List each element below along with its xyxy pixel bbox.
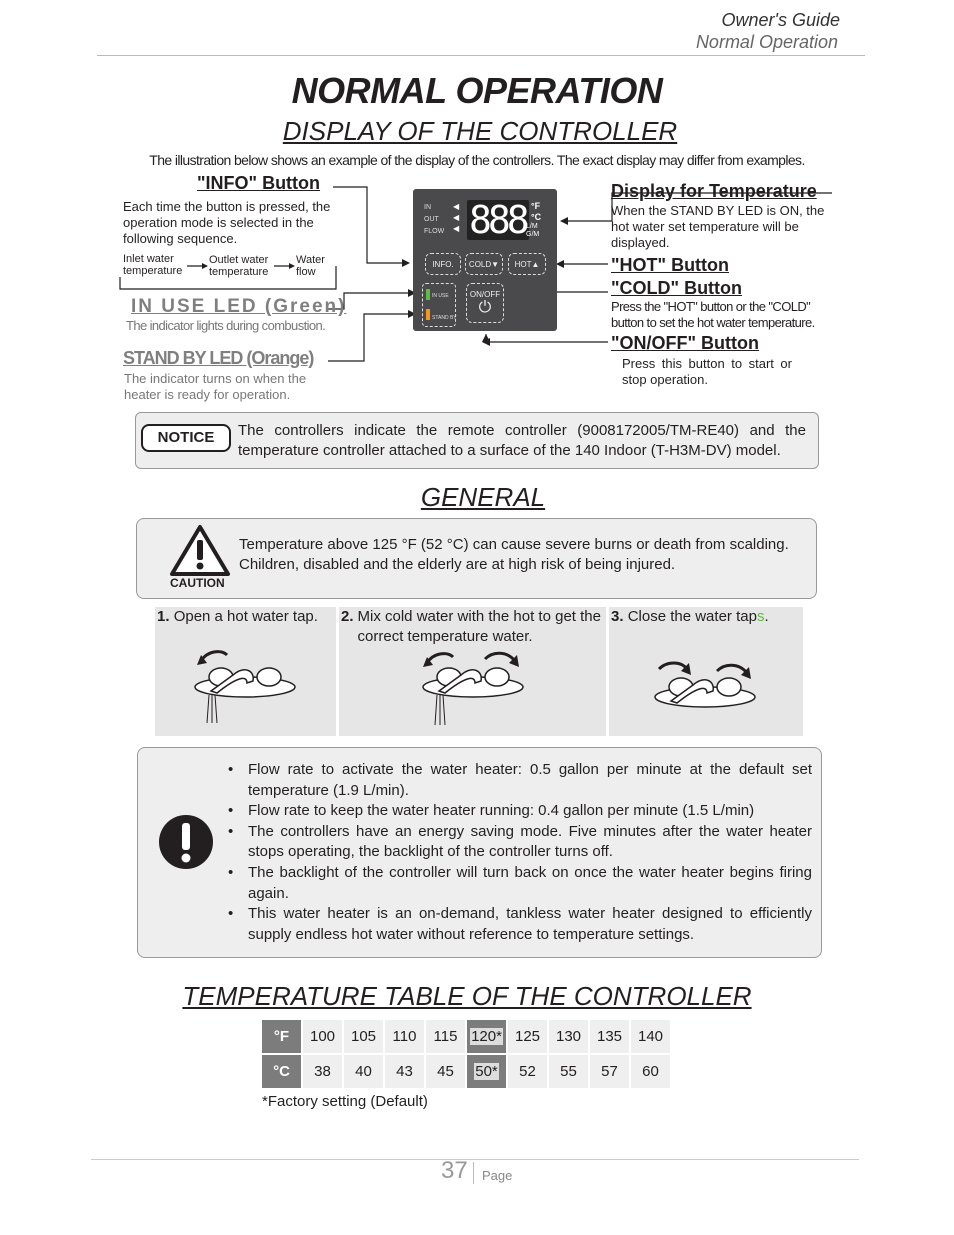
step-3-tail: s bbox=[756, 608, 765, 625]
bullet-item: • Flow rate to keep the water heater running: 0.4 gallon per minute (1.5 L/min) bbox=[228, 801, 812, 822]
table-cell: 60 bbox=[631, 1055, 670, 1088]
controller-illustration bbox=[413, 189, 557, 331]
step-1 bbox=[155, 607, 336, 736]
table-cell: 135 bbox=[590, 1020, 629, 1053]
section-title-temp-table: TEMPERATURE TABLE OF THE CONTROLLER bbox=[182, 981, 752, 1011]
bullet-item: • The controllers have an energy saving mode. Five minutes after the water heater stops operating, the backlight of the controller turns off. bbox=[228, 822, 812, 863]
stand-by-led bbox=[426, 309, 430, 320]
cold-button-label: "COLD" Button bbox=[611, 278, 743, 298]
stand-by-led-label: STAND BY LED (Orange) bbox=[123, 348, 314, 368]
table-cell: 55 bbox=[549, 1055, 588, 1088]
cold-button[interactable]: COLD▼ bbox=[465, 253, 503, 275]
info-button-label: "INFO" Button bbox=[197, 173, 321, 193]
caution-text: Temperature above 125 °F (52 °C) can cause severe burns or death from scalding. Children, disabled and the elderly are at high risk of being injured. bbox=[239, 536, 789, 573]
general-bullets bbox=[228, 760, 812, 945]
factory-footnote: *Factory setting (Default) bbox=[262, 1093, 428, 1110]
display-temp-label: Display for Temperature bbox=[611, 181, 817, 201]
in-use-text: IN USE bbox=[432, 293, 449, 299]
stand-by-led-desc: The indicator turns on when the heater is ready for operation. bbox=[124, 371, 307, 402]
mode-out: OUT bbox=[424, 216, 439, 223]
sequence-inlet: Inlet water temperature bbox=[123, 253, 183, 277]
step-2-text: Mix cold water with the hot to get the correct temperature water. bbox=[357, 608, 601, 645]
step-1-text: Open a hot water tap. bbox=[173, 608, 318, 625]
on-off-text: ON/OFF bbox=[469, 289, 501, 299]
info-button-desc: Each time the button is pressed, the operation mode is selected in the following sequence. bbox=[123, 199, 331, 246]
table-cell: 43 bbox=[385, 1055, 424, 1088]
table-cell-factory bbox=[467, 1055, 506, 1088]
exclamation-icon bbox=[158, 814, 214, 870]
table-head-f: °F bbox=[262, 1020, 301, 1053]
mode-in: IN bbox=[424, 204, 431, 211]
page-label: Page bbox=[482, 1168, 513, 1183]
unit-fahrenheit: °F bbox=[531, 201, 541, 211]
section-title-general: GENERAL bbox=[420, 482, 546, 512]
table-cell: 38 bbox=[303, 1055, 342, 1088]
display-intro: The illustration below shows an example of the display of the controllers. The exact display may differ from examples. bbox=[149, 152, 805, 168]
notice-tag: NOTICE bbox=[141, 424, 231, 452]
in-use-led-label: IN USE LED (Green) bbox=[131, 296, 347, 317]
page-title: NORMAL OPERATION bbox=[291, 70, 663, 111]
table-head-c: °C bbox=[262, 1055, 301, 1088]
on-off-button[interactable] bbox=[466, 283, 504, 323]
page-number: 37 bbox=[441, 1157, 468, 1184]
unit-lpm: L/M bbox=[526, 223, 538, 230]
step-3 bbox=[609, 607, 803, 736]
table-cell: 45 bbox=[426, 1055, 465, 1088]
header-guide: Owner's Guide bbox=[721, 10, 840, 30]
unit-celsius: °C bbox=[531, 212, 542, 222]
power-icon: ⏻ bbox=[478, 298, 492, 316]
faucet-open-hot-icon bbox=[193, 645, 297, 725]
steps-panel bbox=[155, 607, 803, 736]
in-use-led bbox=[426, 289, 430, 300]
header-section: Normal Operation bbox=[695, 32, 838, 52]
bullet-item: • This water heater is an on-demand, tankless water heater designed to efficiently supply endless hot water without reference to temperature settings. bbox=[228, 904, 812, 945]
info-button[interactable]: INFO. bbox=[425, 253, 461, 275]
stand-by-text: STAND BY bbox=[432, 315, 457, 321]
sequence-outlet: Outlet water temperature bbox=[209, 254, 269, 278]
table-cell: 57 bbox=[590, 1055, 629, 1088]
step-3-number: 3. bbox=[611, 608, 624, 625]
temperature-table bbox=[260, 1018, 672, 1090]
table-cell: 140 bbox=[631, 1020, 670, 1053]
footer-divider bbox=[91, 1159, 859, 1160]
display-temp-desc: When the STAND BY LED is ON, the hot water set temperature will be displayed. bbox=[611, 203, 825, 250]
factory-value-c: 50* bbox=[475, 1063, 498, 1080]
unit-gpm: G/M bbox=[526, 231, 540, 238]
bullet-item: • The backlight of the controller will turn back on once the water heater begins firing again. bbox=[228, 863, 812, 904]
step-1-number: 1. bbox=[157, 608, 170, 625]
page-separator bbox=[473, 1162, 474, 1184]
table-cell: 52 bbox=[508, 1055, 547, 1088]
section-title-display: DISPLAY OF THE CONTROLLER bbox=[282, 116, 678, 146]
cold-button-desc: Press the "HOT" button or the "COLD" button to set the hot water temperature. bbox=[611, 299, 815, 330]
onoff-button-desc: Press this button to start or stop operation. bbox=[622, 356, 792, 387]
table-cell: 100 bbox=[303, 1020, 342, 1053]
hot-button[interactable]: HOT▲ bbox=[508, 253, 546, 275]
notice-text: The controllers indicate the remote controller (9008172005/TM-RE40) and the temperature controller attached to a surface of the 140 Indoor (T-H3M-DV) model. bbox=[238, 422, 806, 459]
step-3-end: . bbox=[764, 608, 769, 625]
bullet-item: • Flow rate to activate the water heater: 0.5 gallon per minute at the default set temperature (1.9 L/min). bbox=[228, 760, 812, 801]
table-cell: 40 bbox=[344, 1055, 383, 1088]
table-cell: 125 bbox=[508, 1020, 547, 1053]
faucet-close-icon bbox=[653, 661, 757, 721]
mode-indicator-icons: ◀ ◀ ◀ bbox=[453, 202, 460, 233]
mode-flow: FLOW bbox=[424, 228, 445, 235]
step-3-text: Close the water tap bbox=[627, 608, 757, 625]
onoff-button-label: "ON/OFF" Button bbox=[611, 333, 760, 353]
factory-value-f: 120* bbox=[471, 1028, 502, 1045]
table-cell: 115 bbox=[426, 1020, 465, 1053]
table-row-fahrenheit bbox=[262, 1020, 670, 1053]
faucet-mix-icon bbox=[421, 651, 525, 731]
step-2 bbox=[339, 607, 606, 736]
caution-label: CAUTION bbox=[170, 576, 225, 590]
temperature-readout: 888 bbox=[467, 200, 529, 240]
table-cell: 110 bbox=[385, 1020, 424, 1053]
table-row-celsius bbox=[262, 1055, 670, 1088]
caution-icon bbox=[169, 524, 231, 576]
in-use-led-desc: The indicator lights during combustion. bbox=[126, 318, 326, 333]
hot-button-label: "HOT" Button bbox=[611, 255, 730, 275]
table-cell: 105 bbox=[344, 1020, 383, 1053]
sequence-flow: Water flow bbox=[296, 254, 325, 278]
step-2-number: 2. bbox=[341, 608, 354, 625]
table-cell: 130 bbox=[549, 1020, 588, 1053]
table-cell-factory bbox=[467, 1020, 506, 1053]
